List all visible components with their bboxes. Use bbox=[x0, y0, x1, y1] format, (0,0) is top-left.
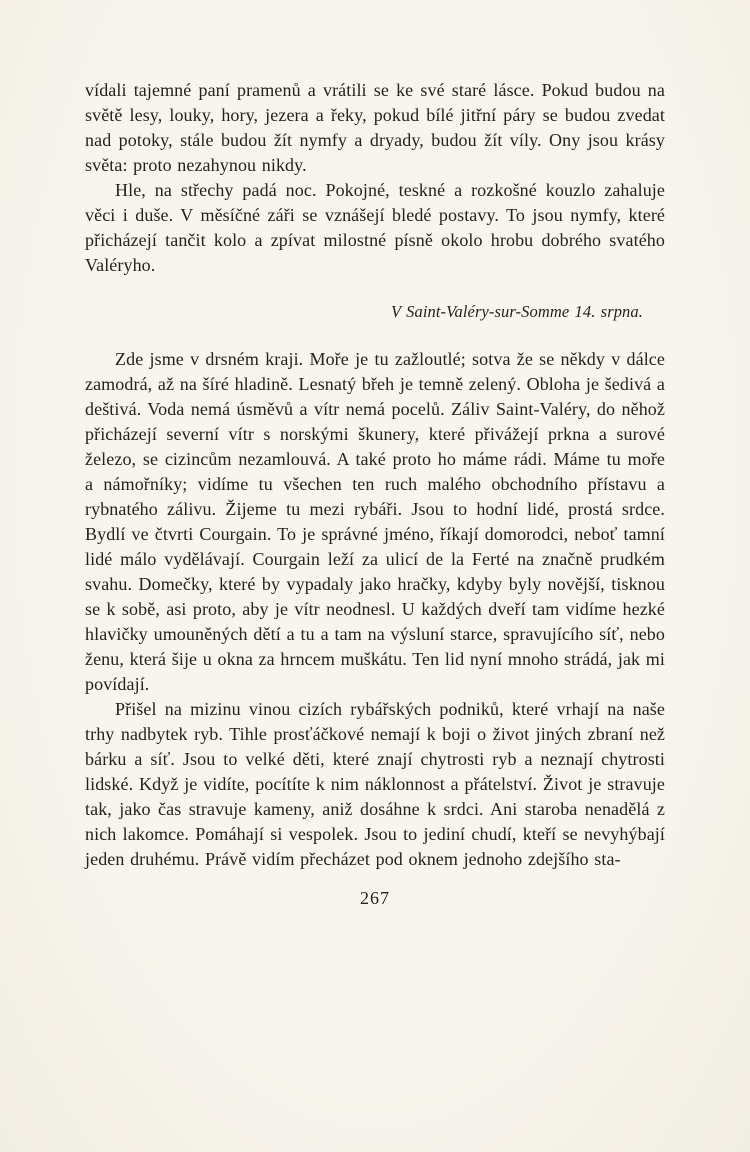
page-content bbox=[85, 78, 665, 911]
page-number: 267 bbox=[360, 888, 390, 908]
paragraph: Zde jsme v drsném kraji. Moře je tu zažloutlé; sotva že se někdy v dálce zamodrá, až na šíré hladině. Lesnatý břeh je temně zelený. Obloha je šedivá a deštivá. Voda nemá úsměvů a vítr nemá pocelů. Záliv Saint-Valéry, do něhož přicházejí severní vítr s norskými škunery, které přivážejí prkna a surové železo, se cizincům nezamlouvá. A také proto ho máme rádi. Máme tu moře a námořníky; vidíme tu všechen ten ruch malého obchodního přístavu a rybnatého zálivu. Žijeme tu mezi rybáři. Jsou to hodní lidé, prostá srdce. Bydlí ve čtvrti Courgain. To je správné jméno, říkají domorodci, neboť tamní lidé málo vydělávají. Courgain leží za ulicí de la Ferté na značně prudkém svahu. Domečky, které by vypadaly jako hračky, kdyby byly novější, tisknou se k sobě, asi proto, aby je vítr neodnesl. U každých dveří tam vidíme hezké hlavičky umouněných dětí a tu a tam na výsluní starce, spravujícího síť, nebo ženu, která šije u okna za hrncem muškátu. Ten lid nyní mnoho strádá, jak mi povídají. bbox=[85, 349, 665, 694]
paragraph-continuation: vídali tajemné paní pramenů a vrátili se ke své staré lásce. Pokud budou na světě lesy, louky, hory, jezera a řeky, pokud bílé jitřní páry se budou zvedat nad potoky, stále budou žít nymfy a dryady, budou žít víly. Ony jsou krásy světa: proto nezahynou nikdy. bbox=[85, 80, 665, 175]
paragraph: Přišel na mizinu vinou cizích rybářských podniků, které vrhají na naše trhy nadbytek ryb. Tihle prosťáčkové nemají k boji o život jiných zbraní než bárku a síť. Jsou to velké děti, které znají chytrosti ryb a neznají chytrosti lidské. Když je vidíte, pocítíte k nim náklonnost a přátelství. Život je stravuje tak, jako čas stravuje kameny, aniž dosáhne k srdci. Ani staroba nenadělá z nich lakomce. Pomáhají si vespolek. Jsou to jediní chudí, kteří se nevyhýbají jeden druhému. Právě vidím přecházet pod oknem jednoho zdejšího sta- bbox=[85, 699, 665, 869]
dateline: V Saint-Valéry-sur-Somme 14. srpna. bbox=[391, 302, 643, 321]
paragraph: Hle, na střechy padá noc. Pokojné, teskné a rozkošné kouzlo zahaluje věci i duše. V měsíčné záři se vznášejí bledé postavy. To jsou nymfy, které přicházejí tančit kolo a zpívat milostné písně okolo hrobu dobrého svatého Valéryho. bbox=[85, 180, 665, 275]
